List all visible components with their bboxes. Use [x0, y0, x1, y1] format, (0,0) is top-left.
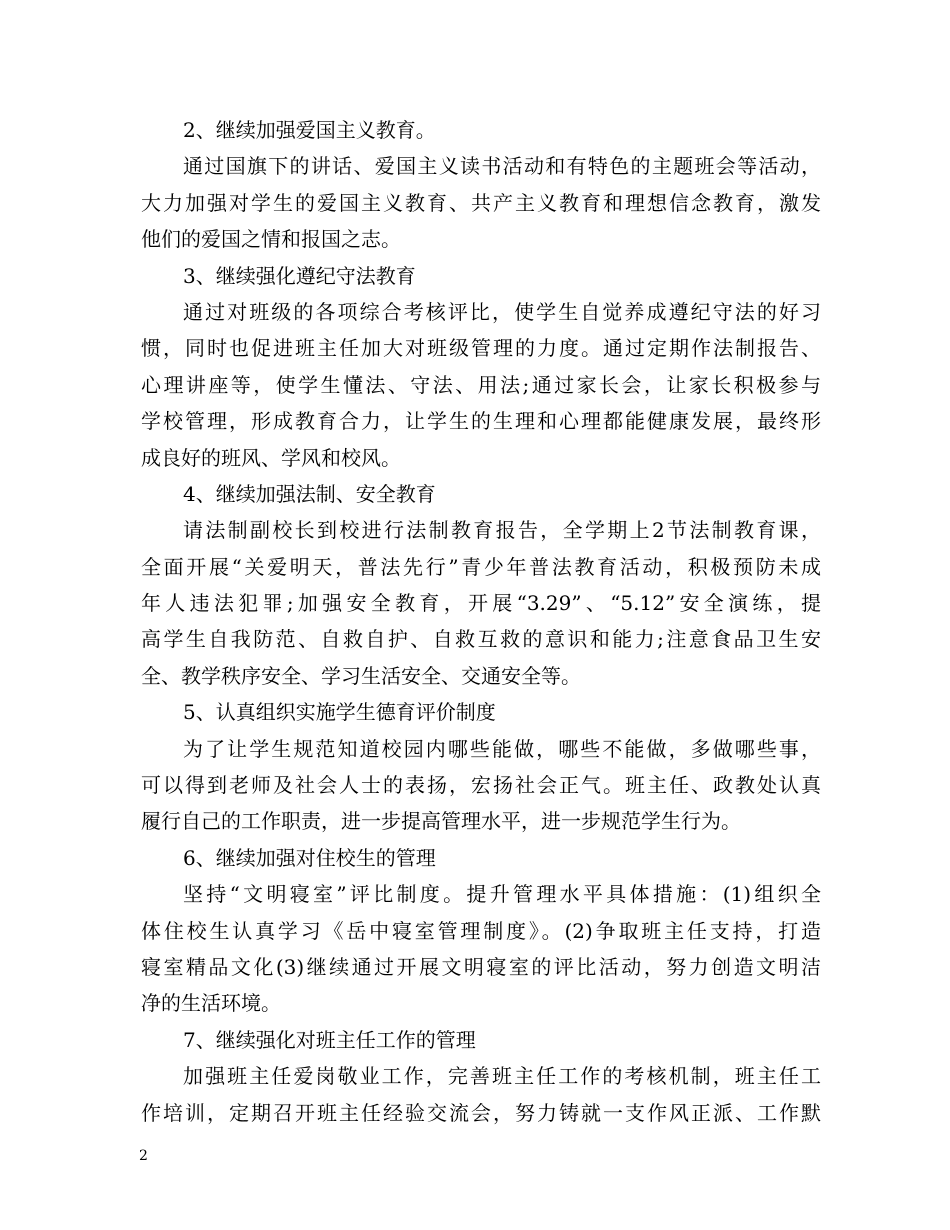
paragraph-line: 净的生活环境。 [141, 991, 281, 1016]
paragraph-line: 成良好的班风、学风和校风。 [141, 445, 401, 470]
section-heading: 3、继续强化遵纪守法教育 [183, 263, 416, 288]
paragraph-line: 全、教学秩序安全、学习生活安全、交通安全等。 [141, 663, 581, 688]
paragraph-line: 心理讲座等，使学生懂法、守法、用法;通过家长会，让家长积极参与 [141, 372, 821, 397]
paragraph-line: 体住校生认真学习《岳中寝室管理制度》。(2)争取班主任支持，打造 [141, 918, 821, 943]
page-number: 2 [139, 1148, 148, 1164]
paragraph-line: 他们的爱国之情和报国之志。 [141, 227, 401, 252]
paragraph-line: 全面开展“关爱明天，普法先行”青少年普法教育活动，积极预防未成 [141, 554, 821, 579]
paragraph-line: 可以得到老师及社会人士的表扬，宏扬社会正气。班主任、政教处认真 [141, 773, 821, 798]
section-heading: 2、继续加强爱国主义教育。 [183, 118, 436, 142]
paragraph-line: 高学生自我防范、自救自护、自救互救的意识和能力;注意食品卫生安 [141, 627, 821, 652]
paragraph-line: 加强班主任爱岗敬业工作，完善班主任工作的考核机制，班主任工 [183, 1064, 821, 1089]
paragraph-line: 坚持“文明寝室”评比制度。提升管理水平具体措施：(1)组织全 [183, 882, 821, 907]
paragraph-line: 通过对班级的各项综合考核评比，使学生自觉养成遵纪守法的好习 [183, 299, 821, 324]
paragraph-line: 大力加强对学生的爱国主义教育、共产主义教育和理想信念教育，激发 [141, 190, 821, 215]
paragraph-line: 通过国旗下的讲话、爱国主义读书活动和有特色的主题班会等活动， [183, 154, 821, 179]
section-heading: 5、认真组织实施学生德育评价制度 [183, 700, 496, 725]
paragraph-line: 作培训，定期召开班主任经验交流会，努力铸就一支作风正派、工作默 [141, 1100, 821, 1125]
paragraph-line: 请法制副校长到校进行法制教育报告，全学期上2节法制教育课， [183, 518, 821, 543]
paragraph-line: 惯，同时也促进班主任加大对班级管理的力度。通过定期作法制报告、 [141, 336, 821, 361]
paragraph-line: 为了让学生规范知道校园内哪些能做，哪些不能做，多做哪些事， [183, 736, 821, 761]
paragraph-line: 履行自己的工作职责，进一步提高管理水平，进一步规范学生行为。 [141, 809, 741, 834]
paragraph-line: 寝室精品文化(3)继续通过开展文明寝室的评比活动，努力创造文明洁 [141, 954, 821, 979]
section-heading: 7、继续强化对班主任工作的管理 [183, 1027, 476, 1052]
document-body [141, 112, 821, 1131]
paragraph-line: 年人违法犯罪;加强安全教育，开展“3.29”、“5.12”安全演练，提 [141, 591, 821, 616]
section-heading: 6、继续加强对住校生的管理 [183, 845, 436, 870]
section-heading: 4、继续加强法制、安全教育 [183, 481, 436, 506]
paragraph-line: 学校管理，形成教育合力，让学生的生理和心理都能健康发展，最终形 [141, 409, 821, 434]
